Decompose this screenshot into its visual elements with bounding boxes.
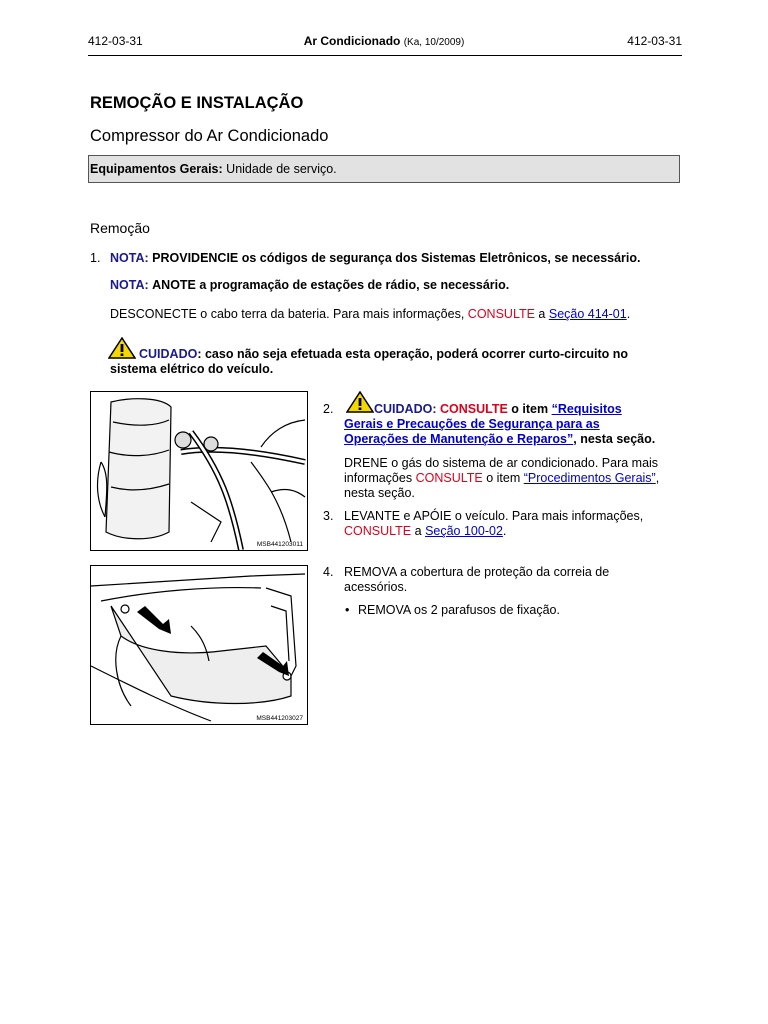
header-right-code: 412-03-31	[627, 34, 682, 48]
step2-line2	[344, 417, 600, 432]
warning-icon	[108, 337, 136, 359]
arrow-1	[137, 606, 171, 634]
caution-line2: sistema elétrico do veículo.	[110, 362, 274, 376]
disconnect-text: DESCONECTE o cabo terra da bateria. Para mais informações,	[110, 307, 465, 321]
step4-bullet-text: REMOVA os 2 parafusos de fixação.	[358, 603, 560, 617]
section-100-link[interactable]: Seção 100-02	[425, 524, 503, 538]
requisitos-link-part2[interactable]: Gerais e Precauções de Segurança para as	[344, 417, 600, 431]
header-title-detail: (Ka, 10/2009)	[403, 37, 465, 48]
drene-line1: DRENE o gás do sistema de ar condicionado. Para mais	[344, 456, 659, 470]
step3-number: 3.	[323, 509, 334, 523]
step2-consulte: CONSULTE	[439, 402, 508, 416]
step2-o-item: o item	[511, 402, 549, 416]
requisitos-link-part3[interactable]: Operações de Manutenção e Reparos”	[344, 432, 574, 446]
step1-nota1	[110, 251, 641, 266]
procedimentos-gerais-link[interactable]: “Procedimentos Gerais”	[523, 471, 656, 485]
period: .	[626, 307, 631, 321]
warning-icon-2	[346, 391, 374, 413]
nota1-text: PROVIDENCIE os códigos de segurança dos Sistemas Eletrônicos, se necessário.	[152, 251, 641, 265]
drene-o-item: o item	[486, 471, 521, 485]
equipment-line	[90, 162, 337, 176]
step3-a: a	[414, 524, 422, 538]
step2-line3	[344, 432, 655, 447]
caution-label: CUIDADO	[139, 347, 198, 361]
caution-text-1: : caso não seja efetuada esta operação, poderá ocorrer curto-circuito no	[197, 347, 629, 361]
step3-period: .	[502, 524, 507, 538]
drene-comma: ,	[655, 471, 660, 485]
figure-belt-cover	[90, 565, 308, 725]
equipment-value: Unidade de serviço.	[226, 162, 337, 176]
step4-line2: acessórios.	[344, 580, 408, 594]
page-title: REMOÇÃO E INSTALAÇÃO	[90, 94, 304, 112]
section-heading: Remoção	[90, 220, 150, 236]
step1-number: 1.	[90, 251, 101, 265]
step4-bullet: •	[345, 603, 350, 617]
nota-label-2: NOTA:	[110, 278, 149, 292]
caution-line1	[139, 347, 628, 362]
page-subtitle: Compressor do Ar Condicionado	[90, 127, 329, 145]
a-text: a	[538, 307, 546, 321]
figure-2-illustration	[91, 566, 307, 724]
header-left-code: 412-03-31	[88, 34, 143, 48]
drene-consulte: CONSULTE	[415, 471, 483, 485]
header-title-text: Ar Condicionado	[303, 34, 401, 48]
drene-line3: nesta seção.	[344, 486, 415, 500]
step2-cuidado: CUIDADO:	[374, 402, 437, 416]
figure-1-illustration	[91, 392, 307, 550]
figure-1-id: MSB441203011	[256, 541, 303, 548]
drene-informacoes: informações	[344, 471, 413, 485]
step3-line2	[344, 524, 506, 539]
header-rule	[88, 55, 682, 56]
figure-compressor-hoses	[90, 391, 308, 551]
requisitos-link-part1[interactable]: “Requisitos	[551, 402, 622, 416]
step1-disconnect	[110, 307, 630, 322]
step2-tail: , nesta seção.	[573, 432, 656, 446]
step1-nota2	[110, 278, 509, 293]
equipment-label: Equipamentos Gerais:	[90, 162, 223, 176]
consulte-text: CONSULTE	[467, 307, 535, 321]
step2-line1	[374, 402, 622, 417]
figure-2-id: MSB441203027	[256, 715, 303, 722]
step3-line1: LEVANTE e APÓIE o veículo. Para mais informações,	[344, 509, 644, 523]
nota-label: NOTA:	[110, 251, 149, 265]
step4-line1: REMOVA a cobertura de proteção da correia de	[344, 565, 610, 579]
nota2-text: ANOTE a programação de estações de rádio, se necessário.	[152, 278, 510, 292]
step4-number: 4.	[323, 565, 334, 579]
section-414-link[interactable]: Seção 414-01	[548, 307, 627, 321]
drene-line2	[344, 471, 659, 486]
step3-consulte: CONSULTE	[344, 524, 412, 538]
step2-number: 2.	[323, 402, 334, 416]
